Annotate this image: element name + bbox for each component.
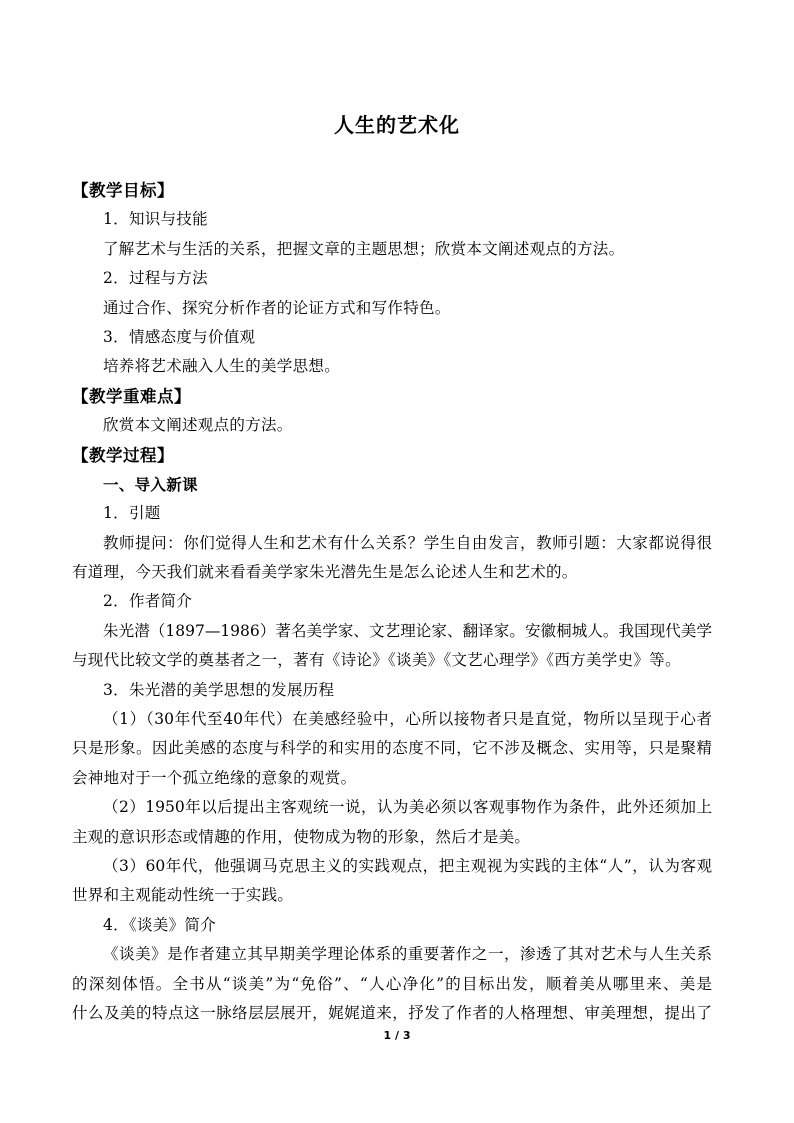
paragraph-line: 欣赏本文阐述观点的方法。 bbox=[103, 416, 293, 435]
page-title: 人生的艺术化 bbox=[334, 113, 460, 137]
paragraph-line: 1．知识与技能 bbox=[103, 210, 208, 229]
section-heading: 【教学重难点】 bbox=[72, 386, 191, 406]
paragraph-line: 3．朱光潜的美学思想的发展历程 bbox=[103, 680, 335, 699]
subsection-heading: 一、导入新课 bbox=[103, 474, 198, 494]
paragraph-line: 《谈美》是作者建立其早期美学理论体系的重要著作之一，渗透了其对艺术与人生关系 bbox=[103, 945, 712, 964]
paragraph-line: 会神地对于一个孤立绝缘的意象的观赏。 bbox=[72, 768, 357, 787]
paragraph-line: 了解艺术与生活的关系，把握文章的主题思想；欣赏本文阐述观点的方法。 bbox=[103, 239, 625, 258]
paragraph-line: 与现代比较文学的奠基者之一，著有《诗论》《谈美》《文艺心理学》《西方美学史》等。 bbox=[72, 651, 681, 670]
paragraph-line: 的深刻体悟。全书从“谈美”为“免俗”、“人心净化”的目标出发，顺着美从哪里来、美是 bbox=[72, 974, 712, 993]
document-body bbox=[72, 176, 712, 1028]
paragraph-line: 教师提问：你们觉得人生和艺术有什么关系？学生自由发言，教师引题：大家都说得很 bbox=[103, 533, 712, 552]
paragraph-line: 世界和主观能动性统一于实践。 bbox=[72, 886, 294, 905]
paragraph-line: 主观的意识形态或情趣的作用，使物成为物的形象，然后才是美。 bbox=[72, 827, 531, 846]
paragraph-line: 通过合作、探究分析作者的论证方式和写作特色。 bbox=[103, 298, 451, 317]
paragraph-line: 有道理，今天我们就来看看美学家朱光潜先生是怎么论述人生和艺术的。 bbox=[72, 563, 578, 582]
paragraph-line: （3）60年代，他强调马克思主义的实践观点，把主观视为实践的主体“人”，认为客观 bbox=[103, 856, 712, 875]
paragraph-line: 培养将艺术融入人生的美学思想。 bbox=[103, 357, 341, 376]
paragraph-line: 只是形象。因此美感的态度与科学的和实用的态度不同，它不涉及概念、实用等，只是聚精 bbox=[72, 739, 712, 758]
paragraph-line: 朱光潜（1897—1986）著名美学家、文艺理论家、翻译家。安徽桐城人。我国现代美学 bbox=[103, 621, 712, 640]
paragraph-line: 4．《谈美》简介 bbox=[103, 915, 217, 934]
section-heading: 【教学过程】 bbox=[72, 445, 174, 465]
paragraph-line: 2．作者简介 bbox=[103, 592, 193, 611]
paragraph-line: 什么及美的特点这一脉络层层展开，娓娓道来，抒发了作者的人格理想、审美理想，提出了 bbox=[72, 1003, 712, 1022]
page-number: 1 / 3 bbox=[383, 1029, 411, 1042]
paragraph-line: （2）1950年以后提出主客观统一说，认为美必须以客观事物作为条件，此外还须加上 bbox=[103, 798, 712, 817]
section-heading: 【教学目标】 bbox=[72, 181, 174, 200]
paragraph-line: 2．过程与方法 bbox=[103, 269, 208, 288]
paragraph-line: 3．情感态度与价值观 bbox=[103, 327, 256, 346]
paragraph-line: （1）（30年代至40年代）在美感经验中，心所以接物者只是直觉，物所以呈现于心者 bbox=[103, 710, 712, 729]
paragraph-line: 1．引题 bbox=[103, 504, 161, 523]
